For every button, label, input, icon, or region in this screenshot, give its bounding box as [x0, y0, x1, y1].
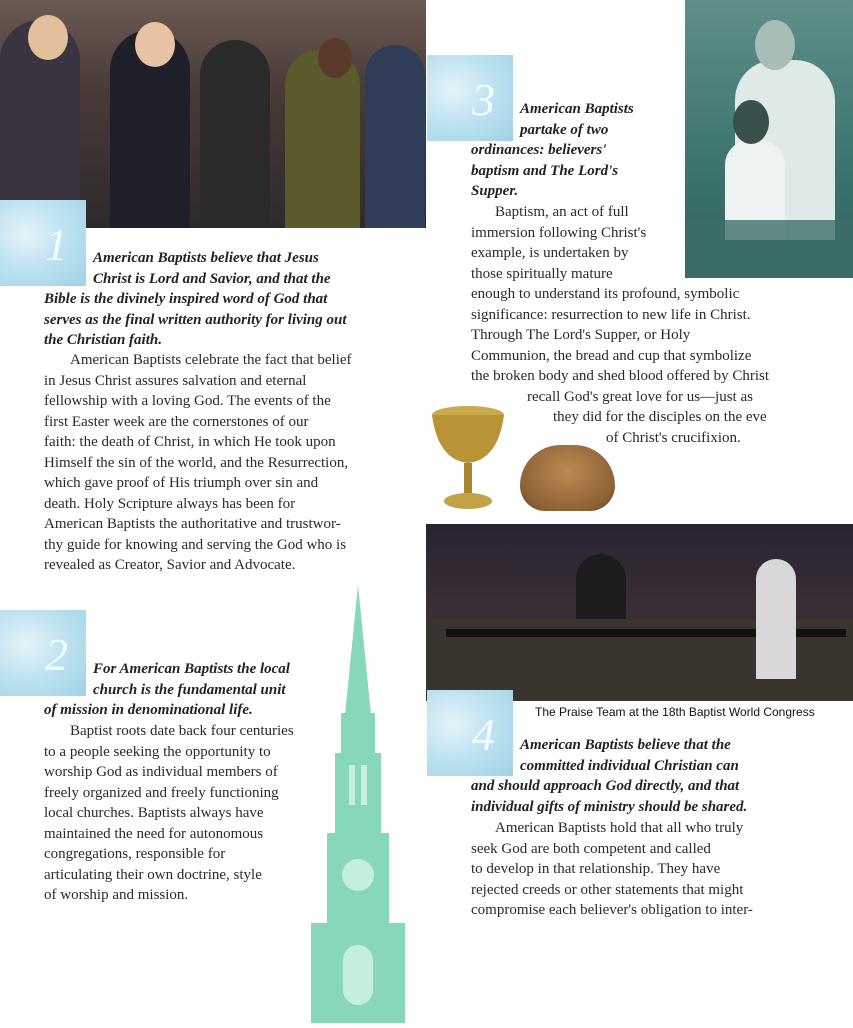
- text-line: of Christ's crucifixion.: [606, 429, 741, 446]
- text-line: the Christian faith.: [44, 332, 162, 348]
- text-line: significance: resurrection to new life in Christ.: [471, 306, 751, 323]
- praise-team-photo: [426, 524, 853, 701]
- text-line: example, is undertaken by: [471, 245, 629, 261]
- text-line: compromise each believer's obligation to inter-: [471, 902, 753, 918]
- text-line: seek God are both competent and called: [471, 840, 711, 857]
- text-line: worship God as individual members of: [44, 764, 278, 780]
- text-line: American Baptists believe that the: [520, 737, 731, 753]
- section-3-heading: [471, 99, 634, 202]
- text-line: Communion, the bread and cup that symbolize: [471, 347, 752, 364]
- text-line: to a people seeking the opportunity to: [44, 743, 271, 760]
- text-line: Baptism, an act of full: [495, 204, 629, 220]
- section-1-body: [44, 350, 352, 576]
- text-line: baptism and The Lord's: [471, 162, 619, 179]
- bread-icon: [520, 445, 615, 511]
- text-line: ordinances: believers': [471, 142, 607, 158]
- text-line: American Baptists believe that Jesus: [93, 250, 319, 266]
- text-line: the broken body and shed blood offered by Christ: [471, 368, 770, 384]
- text-line: Baptist roots date back four centuries: [70, 723, 294, 739]
- text-line: Christ is Lord and Savior, and that the: [93, 270, 331, 287]
- text-line: articulating their own doctrine, style: [44, 866, 262, 883]
- text-line: For American Baptists the local: [93, 661, 290, 677]
- text-line: congregations, responsible for: [44, 846, 226, 862]
- section-3-body: [471, 202, 769, 448]
- text-line: local churches. Baptists always have: [44, 805, 264, 821]
- text-line: those spiritually mature: [471, 265, 613, 282]
- text-line: of mission in denominational life.: [44, 702, 253, 718]
- text-line: faith: the death of Christ, in which He took upon: [44, 434, 336, 450]
- text-line: freely organized and freely functioning: [44, 784, 279, 801]
- text-line: Supper.: [471, 183, 519, 199]
- text-line: Through The Lord's Supper, or Holy: [471, 327, 691, 343]
- text-line: thy guide for knowing and serving the God who is: [44, 536, 347, 553]
- text-line: rejected creeds or other statements that might: [471, 881, 744, 898]
- text-line: partake of two: [520, 121, 609, 138]
- text-line: and should approach God directly, and that: [471, 778, 740, 794]
- section-number-label: 2: [45, 629, 68, 680]
- text-line: first Easter week are the cornerstones of our: [44, 413, 309, 430]
- text-line: American Baptists: [520, 101, 634, 117]
- text-line: maintained the need for autonomous: [44, 825, 264, 842]
- section-number-label: 4: [472, 709, 495, 760]
- section-2-body: [44, 721, 294, 906]
- section-number-label: 3: [472, 74, 495, 125]
- section-4-body: [471, 818, 753, 921]
- text-line: immersion following Christ's: [471, 224, 647, 241]
- text-line: they did for the disciples on the eve: [553, 409, 767, 425]
- text-line: enough to understand its profound, symbolic: [471, 286, 740, 302]
- text-line: serves as the final written authority for living out: [44, 311, 347, 328]
- text-line: which gave proof of His triumph over sin and: [44, 475, 319, 491]
- text-line: fellowship with a loving God. The events of the: [44, 393, 331, 409]
- text-line: to develop in that relationship. They have: [471, 861, 721, 877]
- section-1-heading: [44, 248, 347, 351]
- text-line: American Baptists hold that all who truly: [495, 820, 744, 836]
- text-line: recall God's great love for us—just as: [527, 388, 753, 405]
- text-line: death. Holy Scripture always has been for: [44, 495, 296, 512]
- section-2-heading: [44, 659, 290, 721]
- text-line: Bible is the divinely inspired word of God that: [44, 291, 328, 307]
- text-line: American Baptists the authoritative and trustwor-: [44, 516, 341, 532]
- text-line: American Baptists celebrate the fact that belief: [70, 352, 352, 368]
- text-line: of worship and mission.: [44, 887, 189, 903]
- congregation-praying-photo: [0, 0, 426, 228]
- text-line: in Jesus Christ assures salvation and eternal: [44, 372, 307, 389]
- text-line: individual gifts of ministry should be shared.: [471, 798, 748, 815]
- text-line: church is the fundamental unit: [93, 681, 286, 698]
- text-line: committed individual Christian can: [520, 757, 739, 774]
- steeple-illustration: [305, 585, 411, 1023]
- photo-caption: The Praise Team at the 18th Baptist World Congress: [535, 705, 815, 719]
- text-line: revealed as Creator, Savior and Advocate.: [44, 557, 296, 573]
- text-line: Himself the sin of the world, and the Resurrection,: [44, 454, 349, 471]
- section-number-label: 1: [45, 219, 68, 270]
- section-4-heading: [471, 735, 747, 817]
